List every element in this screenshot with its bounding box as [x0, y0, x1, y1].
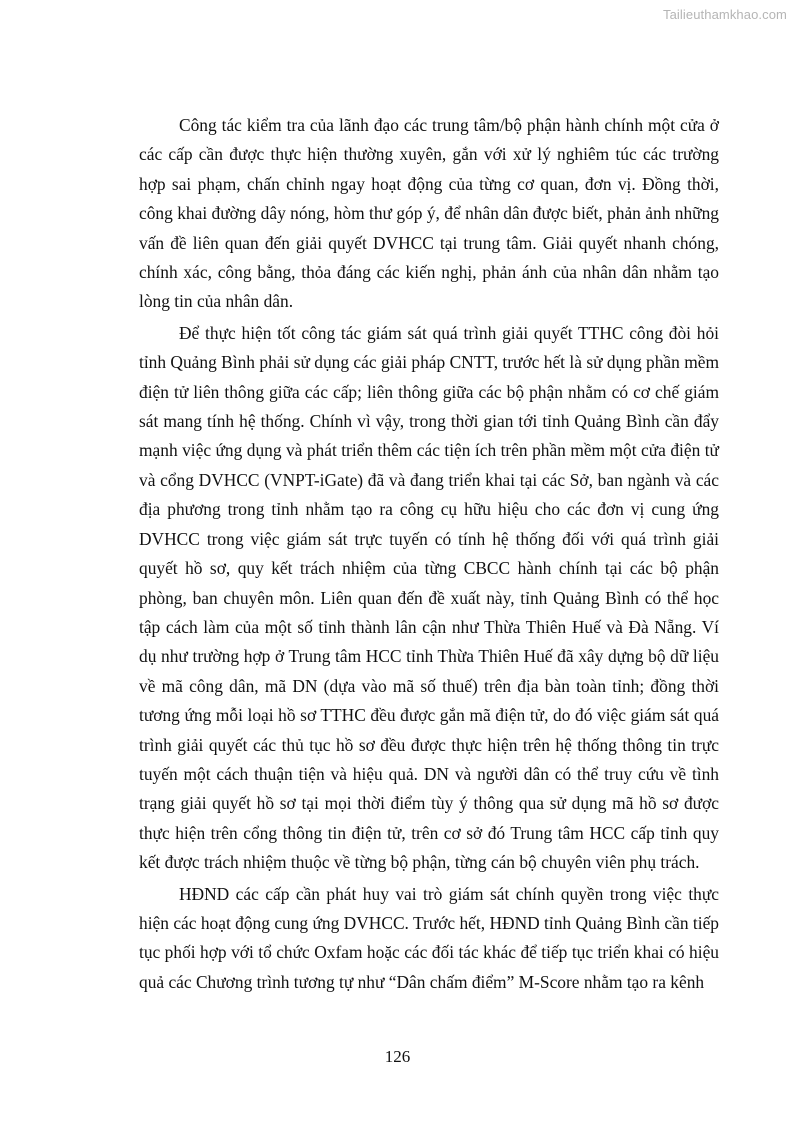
page-number: 126: [384, 1047, 411, 1066]
paragraph-1: Công tác kiểm tra của lãnh đạo các trung tâm/bộ phận hành chính một cửa ở các cấp cần được thực hiện thường xuyên, gắn với xử lý nghiêm túc các trường hợp sai phạm, chấn chỉnh ngay hoạt động của từng cơ quan, đơn vị. Đồng thời, công khai đường dây nóng, hòm thư góp ý, để nhân dân được biết, phản ảnh những vấn đề liên quan đến giải quyết DVHCC tại trung tâm. Giải quyết nhanh chóng, chính xác, công bằng, thỏa đáng các kiến nghị, phản ánh của nhân dân nhằm tạo lòng tin của nhân dân.: [139, 115, 719, 312]
watermark-text: Tailieuthamkhao.com: [662, 7, 787, 22]
paragraph-2: Để thực hiện tốt công tác giám sát quá trình giải quyết TTHC công đòi hỏi tỉnh Quảng Bình phải sử dụng các giải pháp CNTT, trước hết là sử dụng phần mềm điện tử liên thông giữa các cấp; liên thông giữa các bộ phận nhằm có cơ chế giám sát mang tính hệ thống. Chính vì vậy, trong thời gian tới tỉnh Quảng Bình cần đẩy mạnh việc ứng dụng và phát triển thêm các tiện ích trên phần mềm một cửa điện tử và cổng DVHCC (VNPT-iGate) đã và đang triển khai tại các Sở, ban ngành và các địa phương trong tỉnh nhằm tạo ra công cụ hữu hiệu cho các đơn vị cung ứng DVHCC trong việc giám sát trực tuyến có tính hệ thống đối với quá trình giải quyết hồ sơ, quy kết trách nhiệm của từng CBCC hành chính tại các bộ phận phòng, ban chuyên môn. Liên quan đến đề xuất này, tỉnh Quảng Bình có thể học tập cách làm của một số tỉnh thành lân cận như Thừa Thiên Huế và Đà Nẵng. Ví dụ như trường hợp ở Trung tâm HCC tỉnh Thừa Thiên Huế đã xây dựng bộ dữ liệu về mã công dân, mã DN (dựa vào mã số thuế) trên địa bàn toàn tỉnh; đồng thời tương ứng mỗi loại hồ sơ TTHC đều được gắn mã điện tử, do đó việc giám sát quá trình giải quyết các thủ tục hồ sơ đều được thực hiện trên hệ thống thông tin trực tuyến một cách thuận tiện và hiệu quả. DN và người dân có thể truy cứu về tình trạng giải quyết hồ sơ tại mọi thời điểm tùy ý thông qua sử dụng mã hồ sơ được thực hiện trên cổng thông tin điện tử, trên cơ sở đó Trung tâm HCC cấp tỉnh quy kết được trách nhiệm thuộc về từng bộ phận, từng cán bộ chuyên viên phụ trách.: [139, 322, 719, 873]
paragraph-3: HĐND các cấp cần phát huy vai trò giám sát chính quyền trong việc thực hiện các hoạt động cung ứng DVHCC. Trước hết, HĐND tỉnh Quảng Bình cần tiếp tục phối hợp với tổ chức Oxfam hoặc các đối tác khác để tiếp tục triển khai có hiệu quả các Chương trình tương tự như “Dân chấm điểm” M-Score nhằm tạo ra kênh: [139, 883, 719, 992]
document-body: [139, 111, 719, 999]
